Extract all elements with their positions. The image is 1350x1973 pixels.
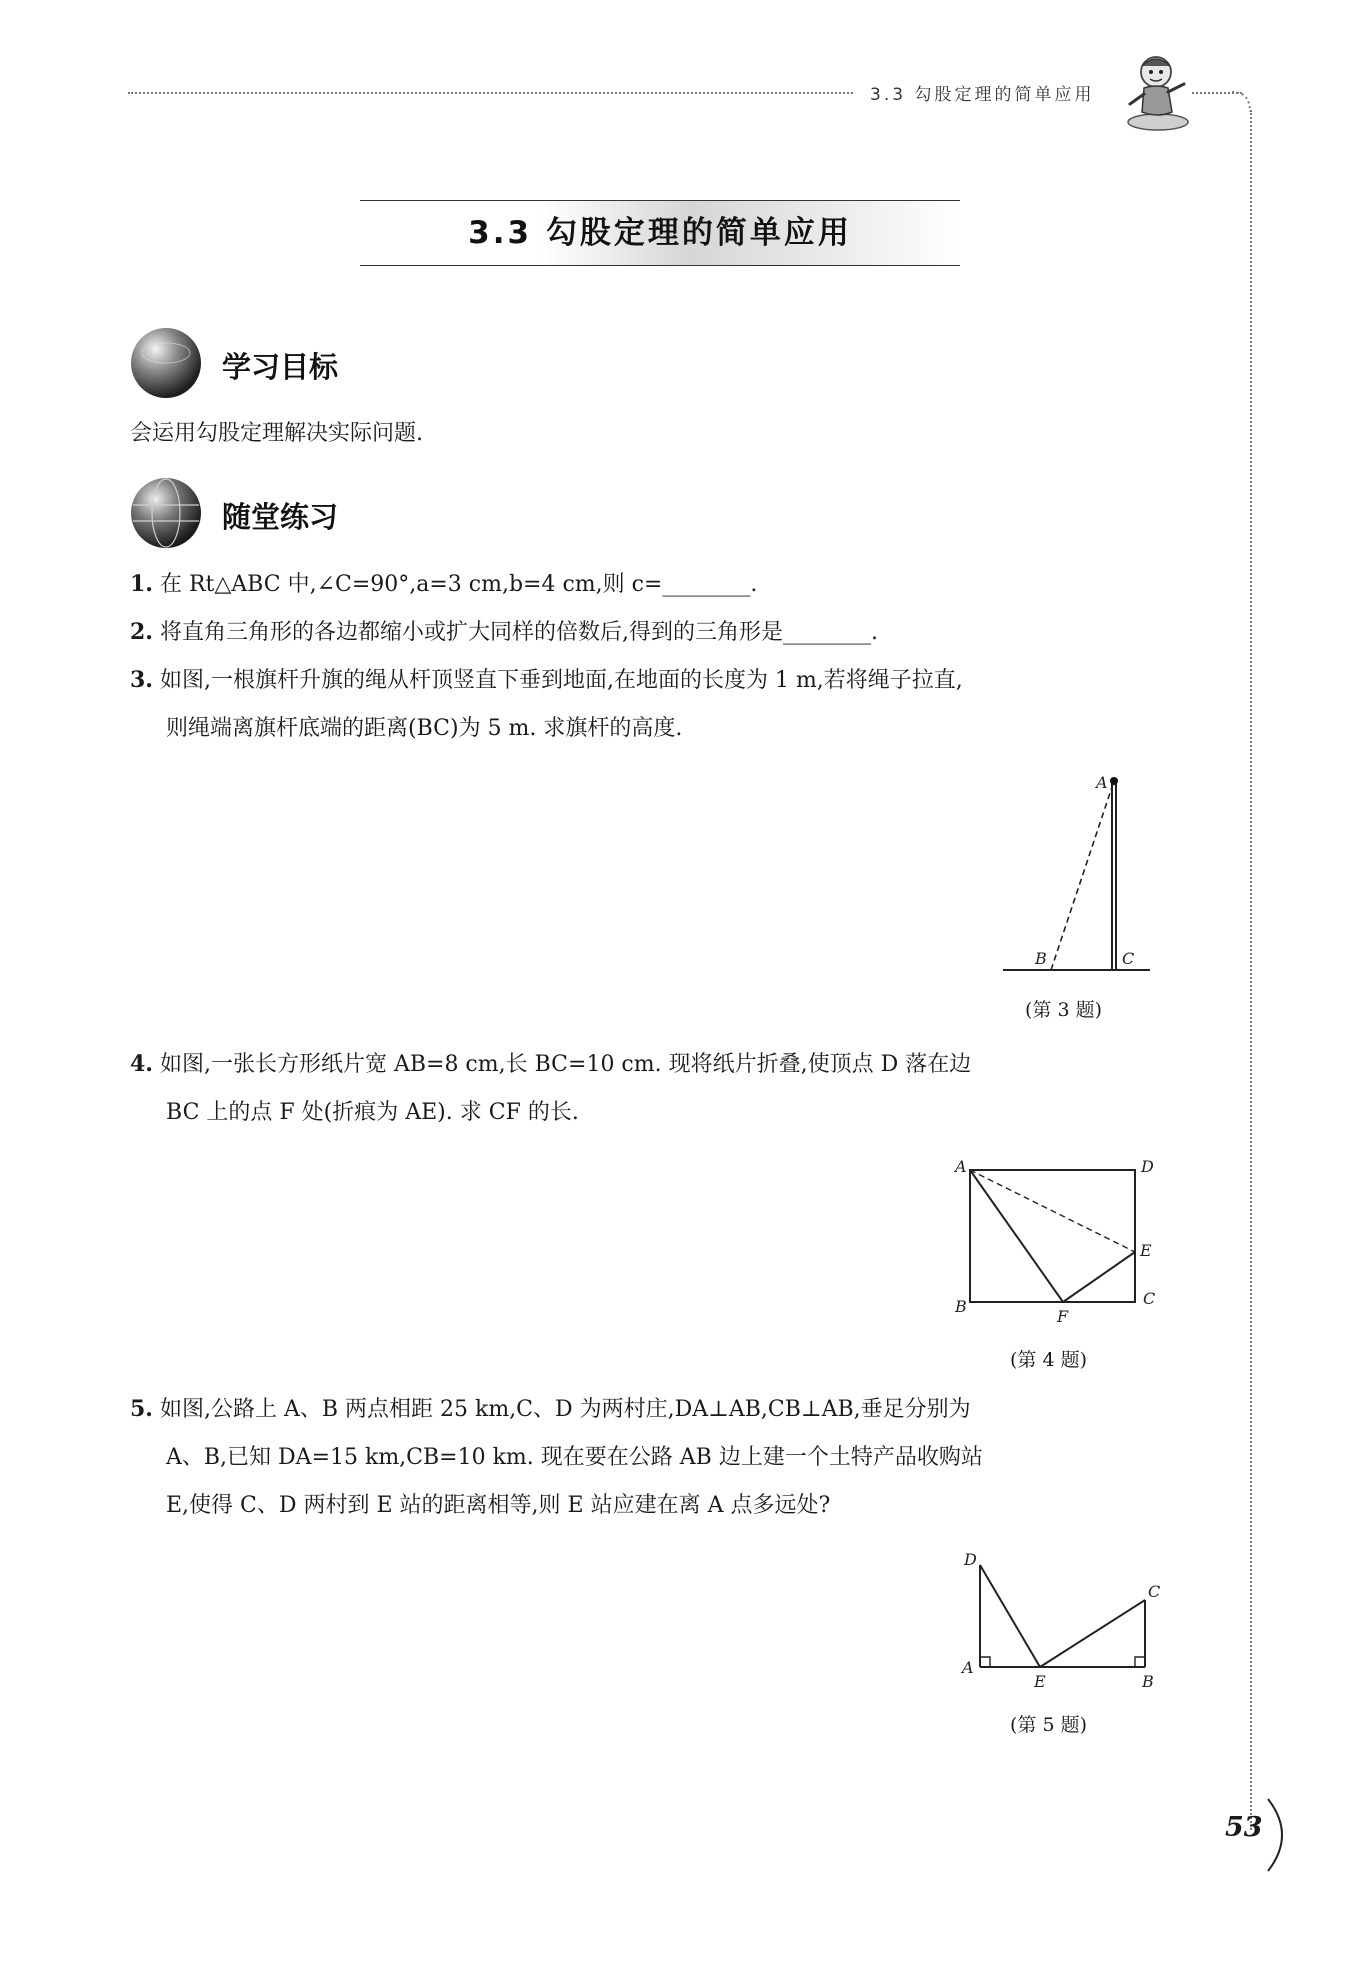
fig5-label-a: A bbox=[962, 1658, 974, 1677]
fig3-label-a: A bbox=[1096, 773, 1108, 792]
fig4-segment-fe bbox=[1063, 1252, 1135, 1302]
fig5-right-angle-a bbox=[980, 1657, 990, 1667]
fig5-label-b: B bbox=[1142, 1672, 1154, 1691]
fig5-label-d: D bbox=[964, 1550, 977, 1569]
page-number-bracket bbox=[1262, 1795, 1302, 1875]
fig5-segment-de bbox=[980, 1565, 1040, 1667]
figure-4-caption: (第 4 题) bbox=[1010, 1349, 1087, 1371]
question-3-number: 3. bbox=[130, 667, 153, 693]
question-4 bbox=[130, 1040, 1230, 1137]
practice-heading: 随堂练习 bbox=[222, 500, 339, 534]
header-dotted-rule bbox=[128, 92, 853, 94]
sphere-icon bbox=[128, 325, 204, 401]
fig4-label-c: C bbox=[1143, 1289, 1156, 1308]
question-3-line-2: 则绳端离旗杆底端的距离(BC)为 5 m. 求旗杆的高度. bbox=[166, 716, 683, 741]
fig4-segment-af bbox=[970, 1170, 1063, 1302]
figure-3-caption: (第 3 题) bbox=[1025, 999, 1102, 1021]
section-title: 3.3 勾股定理的简单应用 bbox=[468, 215, 852, 251]
question-5-line-1: 如图,公路上 A、B 两点相距 25 km,C、D 为两村庄,DA⊥AB,CB⊥AB,垂足分别为 bbox=[159, 1397, 971, 1422]
fig4-label-b: B bbox=[955, 1297, 967, 1316]
fig4-label-f: F bbox=[1057, 1307, 1069, 1326]
fig3-label-c: C bbox=[1122, 949, 1135, 968]
fig5-label-c: C bbox=[1148, 1582, 1161, 1601]
fig4-crease-ae bbox=[970, 1170, 1135, 1252]
running-title: 3.3 勾股定理的简单应用 bbox=[870, 85, 1095, 105]
question-4-number: 4. bbox=[130, 1051, 153, 1077]
question-5-line-2: A、B,已知 DA=15 km,CB=10 km. 现在要在公路 AB 边上建一个土特产品收购站 bbox=[166, 1445, 983, 1470]
figure-3-flagpole bbox=[995, 770, 1170, 985]
objectives-text: 会运用勾股定理解决实际问题. bbox=[130, 421, 423, 446]
fig5-segment-ce bbox=[1040, 1600, 1145, 1667]
question-2-number: 2. bbox=[130, 619, 153, 645]
fig4-label-e: E bbox=[1140, 1241, 1152, 1260]
question-5-number: 5. bbox=[130, 1396, 153, 1422]
question-2 bbox=[130, 608, 1230, 657]
right-dotted-rule bbox=[1250, 110, 1252, 1830]
fig4-label-a: A bbox=[955, 1157, 967, 1176]
mascot-icon bbox=[1118, 50, 1196, 132]
figure-5-road-villages bbox=[950, 1545, 1175, 1695]
section-title-box bbox=[360, 200, 960, 266]
question-5-line-3: E,使得 C、D 两村到 E 站的距离相等,则 E 站应建在离 A 点多远处? bbox=[166, 1493, 831, 1518]
question-2-text: 将直角三角形的各边都缩小或扩大同样的倍数后,得到的三角形是________. bbox=[159, 620, 878, 645]
fig4-rectangle bbox=[970, 1170, 1135, 1302]
question-5 bbox=[130, 1385, 1240, 1530]
globe-icon bbox=[128, 475, 204, 551]
fig3-rope bbox=[1051, 784, 1113, 970]
question-3 bbox=[130, 656, 1230, 753]
question-3-line-1: 如图,一根旗杆升旗的绳从杆顶竖直下垂到地面,在地面的长度为 1 m,若将绳子拉直, bbox=[159, 668, 963, 693]
fig5-right-angle-b bbox=[1135, 1657, 1145, 1667]
page-number: 53 bbox=[1225, 1812, 1263, 1843]
question-1-number: 1. bbox=[130, 571, 153, 597]
question-4-line-1: 如图,一张长方形纸片宽 AB=8 cm,长 BC=10 cm. 现将纸片折叠,使顶点 D 落在边 bbox=[159, 1052, 972, 1077]
question-4-line-2: BC 上的点 F 处(折痕为 AE). 求 CF 的长. bbox=[166, 1100, 579, 1125]
corner-curve bbox=[1230, 88, 1254, 114]
fig4-label-d: D bbox=[1141, 1157, 1154, 1176]
question-1-text: 在 Rt△ABC 中,∠C=90°,a=3 cm,b=4 cm,则 c=________. bbox=[159, 572, 758, 597]
objectives-heading: 学习目标 bbox=[222, 350, 339, 384]
fig3-pole-top bbox=[1110, 777, 1118, 785]
fig3-label-b: B bbox=[1035, 949, 1047, 968]
question-1 bbox=[130, 560, 1230, 609]
figure-5-caption: (第 5 题) bbox=[1010, 1714, 1087, 1736]
fig5-label-e: E bbox=[1034, 1672, 1046, 1691]
figure-4-rectangle-fold bbox=[945, 1150, 1170, 1330]
